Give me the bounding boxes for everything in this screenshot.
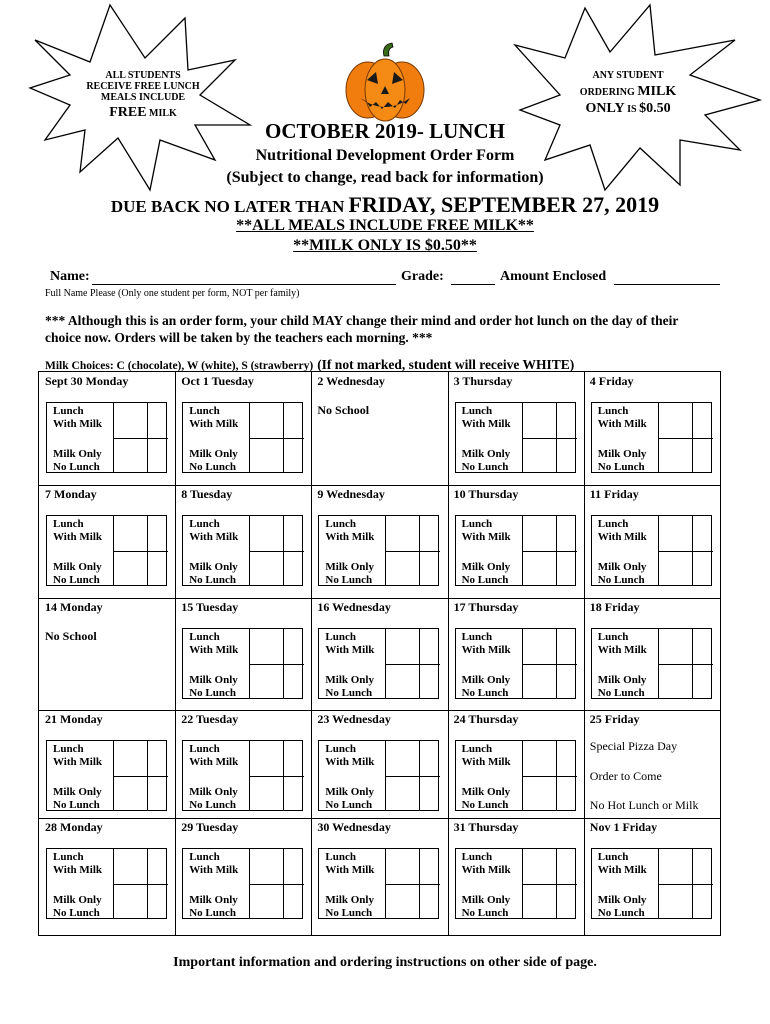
day-divider: [175, 710, 176, 818]
milk-only-label: [189, 894, 253, 920]
option-line: Lunch: [189, 405, 220, 417]
full-name-hint: Full Name Please (Only one student per form, NOT per family): [45, 288, 300, 299]
option-line: Milk Only: [189, 786, 238, 798]
option-line: Lunch: [189, 518, 220, 530]
right-burst-ordering: ORDERING: [579, 87, 635, 98]
option-line: Lunch: [325, 743, 356, 755]
option-line: With Milk: [461, 756, 511, 768]
meals-note: [0, 217, 770, 235]
option-line: No Lunch: [325, 907, 373, 919]
option-line: With Milk: [325, 531, 375, 543]
box-divider: [249, 776, 304, 777]
milk-only-label: [598, 674, 662, 700]
calendar-day-cell: [448, 485, 584, 598]
option-line: Lunch: [597, 631, 629, 643]
option-line: Milk Only: [597, 674, 647, 686]
lunch-with-milk-label: [189, 851, 253, 877]
milk-only-label: [325, 674, 389, 700]
milk-only-label: [325, 786, 389, 812]
lunch-with-milk-label: [462, 631, 526, 657]
milk-only-label: [462, 894, 526, 920]
calendar-day-cell: [39, 485, 175, 598]
option-line: No Lunch: [461, 461, 509, 473]
option-line: Lunch: [53, 743, 84, 755]
order-box[interactable]: [182, 628, 303, 699]
option-line: Milk Only: [461, 674, 511, 686]
calendar-week: [39, 485, 720, 598]
left-burst-line3: MEALS INCLUDE: [100, 92, 186, 103]
order-box[interactable]: [455, 402, 576, 473]
calendar-week: [39, 710, 720, 818]
lunch-with-milk-label: [189, 743, 253, 769]
day-divider: [584, 818, 585, 936]
day-divider: [311, 598, 312, 710]
milk-only-label: [53, 786, 117, 812]
name-label: Name:: [50, 269, 90, 284]
grade-label: Grade:: [401, 269, 444, 284]
milk-only-label: [189, 561, 253, 587]
day-header: 16 Wednesday: [317, 600, 391, 614]
milk-only-label: [325, 561, 389, 587]
left-burst-milk: MILK: [149, 108, 177, 119]
amount-field[interactable]: [614, 284, 720, 285]
day-divider: [584, 372, 585, 485]
lunch-with-milk-label: [462, 518, 526, 544]
subtitle: Nutritional Development Order Form: [255, 147, 515, 164]
option-line: Milk Only: [189, 561, 238, 573]
option-line: Lunch: [461, 518, 493, 530]
right-burst-only: ONLY: [585, 101, 625, 117]
day-divider: [448, 372, 449, 485]
option-line: Milk Only: [325, 674, 374, 686]
milk-only-label: [462, 561, 526, 587]
lunch-with-milk-label: [598, 518, 662, 544]
option-line: Lunch: [461, 743, 493, 755]
option-line: With Milk: [325, 864, 375, 876]
lunch-with-milk-label: [598, 405, 662, 431]
option-line: Milk Only: [325, 561, 374, 573]
day-header: 15 Tuesday: [181, 600, 239, 614]
option-line: With Milk: [53, 418, 103, 430]
option-line: No Lunch: [461, 687, 509, 699]
option-line: No Lunch: [189, 799, 236, 811]
calendar-day-cell: [448, 372, 584, 485]
order-box[interactable]: [318, 515, 439, 586]
calendar-day-cell: [584, 598, 720, 710]
lunch-with-milk-label: [189, 405, 253, 431]
option-line: Lunch: [461, 631, 493, 643]
calendar-day-cell: [311, 710, 447, 818]
lunch-with-milk-label: [462, 405, 526, 431]
day-header: 17 Thursday: [453, 600, 519, 614]
lunch-with-milk-label: [189, 631, 253, 657]
calendar-day-cell: [311, 818, 447, 936]
order-box[interactable]: [46, 515, 167, 586]
milk-only-label: [325, 894, 389, 920]
calendar-day-cell: [175, 485, 311, 598]
calendar-day-cell: [311, 485, 447, 598]
day-divider: [175, 818, 176, 936]
option-line: With Milk: [461, 644, 511, 656]
option-line: With Milk: [597, 864, 647, 876]
right-burst-line1: ANY STUDENT: [592, 70, 664, 81]
day-header: 24 Thursday: [453, 712, 519, 726]
option-line: With Milk: [325, 644, 375, 656]
lunch-with-milk-label: [462, 743, 526, 769]
order-box[interactable]: [46, 740, 167, 811]
box-divider: [113, 776, 168, 777]
milk-note-text: **MILK ONLY IS $0.50**: [293, 237, 477, 254]
option-line: No Lunch: [461, 574, 509, 586]
calendar-day-cell: [311, 372, 447, 485]
milk-only-label: [598, 561, 662, 587]
order-box[interactable]: [46, 848, 167, 919]
option-line: Milk Only: [325, 786, 374, 798]
day-divider: [584, 710, 585, 818]
left-starburst-text: [78, 70, 208, 120]
option-line: Milk Only: [189, 448, 238, 460]
lunch-with-milk-label: [325, 518, 389, 544]
due-date: FRIDAY, SEPTEMBER 27, 2019: [348, 192, 660, 217]
day-divider: [311, 485, 312, 598]
option-line: With Milk: [597, 644, 647, 656]
day-header: 9 Wednesday: [317, 487, 385, 501]
day-divider: [448, 598, 449, 710]
option-line: No Lunch: [53, 574, 100, 586]
day-divider: [175, 485, 176, 598]
day-header: 4 Friday: [589, 374, 634, 388]
order-box[interactable]: [591, 848, 712, 919]
option-line: Lunch: [325, 631, 356, 643]
option-line: With Milk: [189, 756, 239, 768]
right-burst-milk: MILK: [637, 84, 677, 99]
option-line: No Lunch: [461, 907, 509, 919]
option-line: With Milk: [189, 644, 239, 656]
option-line: Lunch: [461, 851, 493, 863]
milk-only-label: [598, 894, 662, 920]
lunch-with-milk-label: [325, 631, 389, 657]
option-line: No Lunch: [189, 574, 236, 586]
option-line: No Lunch: [597, 461, 645, 473]
option-line: No Lunch: [325, 687, 373, 699]
day-header: 28 Monday: [45, 820, 103, 834]
order-box[interactable]: [318, 848, 439, 919]
footer-note: Important information and ordering instructions on other side of page.: [173, 955, 597, 970]
option-line: No Lunch: [53, 799, 100, 811]
option-line: Lunch: [597, 851, 629, 863]
lunch-with-milk-label: [189, 518, 253, 544]
milk-only-label: [462, 674, 526, 700]
lunch-with-milk-label: [598, 851, 662, 877]
option-line: Milk Only: [53, 894, 102, 906]
day-header: 11 Friday: [589, 487, 639, 501]
milk-note: [0, 237, 770, 255]
order-box[interactable]: [591, 628, 712, 699]
milk-only-label: [189, 674, 253, 700]
day-divider: [175, 598, 176, 710]
day-header: 10 Thursday: [453, 487, 519, 501]
order-note: *** Although this is an order form, your child MAY change their mind and order hot lunch on the day of their choice now. Orders will be taken by the teachers each morning. ***: [45, 313, 679, 345]
calendar-day-cell: [39, 710, 175, 818]
box-divider: [113, 551, 168, 552]
calendar-day-cell: [584, 372, 720, 485]
lunch-with-milk-label: [53, 518, 117, 544]
order-box[interactable]: [455, 848, 576, 919]
right-burst-is: IS: [627, 104, 637, 116]
box-divider: [658, 664, 713, 665]
calendar-day-cell: [448, 818, 584, 936]
left-burst-free: FREE: [109, 105, 147, 120]
option-line: Lunch: [461, 405, 493, 417]
option-line: With Milk: [597, 531, 647, 543]
box-divider: [522, 438, 577, 439]
day-divider: [311, 818, 312, 936]
lunch-with-milk-label: [53, 405, 117, 431]
day-header: 18 Friday: [589, 600, 640, 614]
box-divider: [249, 438, 304, 439]
lunch-with-milk-label: [325, 851, 389, 877]
day-divider: [584, 598, 585, 710]
calendar-week: [39, 372, 720, 485]
option-line: With Milk: [53, 531, 103, 543]
pumpkin-icon: [340, 42, 430, 124]
amount-label: Amount Enclosed: [500, 269, 607, 284]
option-line: Milk Only: [597, 894, 647, 906]
order-box[interactable]: [591, 402, 712, 473]
day-header: 7 Monday: [45, 487, 97, 501]
option-line: With Milk: [461, 531, 511, 543]
calendar-day-cell: [584, 485, 720, 598]
day-header: Sept 30 Monday: [45, 374, 129, 388]
calendar-day-cell: [584, 710, 720, 818]
page-title: OCTOBER 2019- LUNCH: [265, 119, 505, 143]
option-line: With Milk: [461, 864, 511, 876]
pizza-day-note: No Hot Lunch or Milk: [589, 798, 699, 812]
milk-default-note: (If not marked, student will receive WHITE): [317, 357, 575, 372]
option-line: With Milk: [189, 864, 239, 876]
box-divider: [658, 438, 713, 439]
calendar-day-cell: [584, 818, 720, 936]
milk-only-label: [462, 448, 526, 474]
day-header: 14 Monday: [45, 600, 103, 614]
option-line: With Milk: [189, 418, 239, 430]
day-header: 8 Tuesday: [181, 487, 233, 501]
calendar-week: [39, 818, 720, 936]
day-divider: [311, 372, 312, 485]
order-box[interactable]: [318, 740, 439, 811]
option-line: Milk Only: [189, 674, 238, 686]
box-divider: [249, 664, 304, 665]
pizza-day-note: Special Pizza Day: [589, 739, 678, 753]
day-header: 25 Friday: [589, 712, 640, 726]
option-line: Milk Only: [597, 561, 647, 573]
day-header: Oct 1 Tuesday: [181, 374, 254, 388]
calendar-day-cell: [175, 710, 311, 818]
order-box[interactable]: [455, 628, 576, 699]
option-line: Milk Only: [461, 448, 511, 460]
lunch-with-milk-label: [53, 743, 117, 769]
option-line: Lunch: [325, 851, 356, 863]
day-divider: [311, 710, 312, 818]
day-divider: [175, 372, 176, 485]
day-header: 2 Wednesday: [317, 374, 385, 388]
day-divider: [448, 710, 449, 818]
day-header: 22 Tuesday: [181, 712, 239, 726]
calendar-week: [39, 598, 720, 710]
order-box[interactable]: [182, 402, 303, 473]
box-divider: [385, 884, 440, 885]
day-header: 30 Wednesday: [317, 820, 391, 834]
right-burst-price: $0.50: [639, 101, 671, 117]
order-box[interactable]: [46, 402, 167, 473]
option-line: No Lunch: [597, 574, 645, 586]
milk-choices: Milk Choices: C (chocolate), W (white), S (strawberry): [45, 360, 314, 372]
option-line: Milk Only: [325, 894, 374, 906]
calendar-day-cell: [448, 710, 584, 818]
milk-only-label: [189, 448, 253, 474]
milk-only-label: [598, 448, 662, 474]
right-starburst-text: [568, 70, 688, 117]
due-prefix: DUE BACK NO LATER THAN: [110, 197, 345, 216]
option-line: With Milk: [53, 864, 103, 876]
option-line: With Milk: [325, 756, 375, 768]
option-line: Lunch: [53, 405, 84, 417]
calendar-day-cell: [311, 598, 447, 710]
lunch-with-milk-label: [325, 743, 389, 769]
day-divider: [448, 818, 449, 936]
option-line: No Lunch: [53, 461, 100, 473]
calendar-day-cell: [175, 598, 311, 710]
order-box[interactable]: [318, 628, 439, 699]
option-line: No Lunch: [461, 799, 509, 811]
day-header: 21 Monday: [45, 712, 103, 726]
order-box[interactable]: [182, 515, 303, 586]
order-box[interactable]: [455, 515, 576, 586]
name-field[interactable]: [92, 284, 396, 285]
option-line: No Lunch: [189, 907, 236, 919]
day-divider: [448, 485, 449, 598]
option-line: Milk Only: [461, 786, 511, 798]
lunch-with-milk-label: [53, 851, 117, 877]
option-line: With Milk: [53, 756, 103, 768]
order-box[interactable]: [182, 848, 303, 919]
no-school-note: No School: [45, 629, 97, 643]
day-header: Nov 1 Friday: [589, 820, 658, 834]
left-burst-line2: RECEIVE FREE LUNCH: [86, 81, 200, 92]
box-divider: [522, 664, 577, 665]
pizza-day-note: Order to Come: [589, 769, 662, 783]
option-line: With Milk: [461, 418, 511, 430]
option-line: Lunch: [53, 518, 84, 530]
lunch-with-milk-label: [598, 631, 662, 657]
day-divider: [584, 485, 585, 598]
box-divider: [522, 551, 577, 552]
box-divider: [249, 884, 304, 885]
option-line: Milk Only: [461, 561, 511, 573]
box-divider: [249, 551, 304, 552]
subtitle-note: (Subject to change, read back for information): [226, 169, 544, 186]
option-line: No Lunch: [325, 799, 373, 811]
box-divider: [385, 664, 440, 665]
option-line: No Lunch: [53, 907, 100, 919]
option-line: No Lunch: [189, 461, 236, 473]
calendar-grid: [38, 371, 721, 936]
day-header: 23 Wednesday: [317, 712, 391, 726]
box-divider: [385, 551, 440, 552]
no-school-note: No School: [317, 403, 370, 417]
milk-only-label: [53, 448, 117, 474]
box-divider: [522, 776, 577, 777]
day-header: 3 Thursday: [453, 374, 513, 388]
calendar-day-cell: [175, 372, 311, 485]
option-line: Milk Only: [597, 448, 647, 460]
calendar-day-cell: [39, 372, 175, 485]
option-line: Lunch: [189, 743, 220, 755]
option-line: Lunch: [597, 518, 629, 530]
order-box[interactable]: [455, 740, 576, 811]
option-line: With Milk: [597, 418, 647, 430]
left-burst-line1: ALL STUDENTS: [105, 70, 181, 81]
milk-only-label: [53, 561, 117, 587]
milk-only-label: [53, 894, 117, 920]
day-header: 29 Tuesday: [181, 820, 239, 834]
option-line: Milk Only: [461, 894, 511, 906]
option-line: Milk Only: [53, 561, 102, 573]
option-line: With Milk: [189, 531, 239, 543]
calendar-day-cell: [175, 818, 311, 936]
option-line: No Lunch: [597, 687, 645, 699]
option-line: Lunch: [189, 631, 220, 643]
option-line: Lunch: [597, 405, 629, 417]
box-divider: [658, 884, 713, 885]
option-line: Milk Only: [53, 448, 102, 460]
box-divider: [522, 884, 577, 885]
option-line: Milk Only: [189, 894, 238, 906]
calendar-day-cell: [448, 598, 584, 710]
milk-only-label: [189, 786, 253, 812]
box-divider: [113, 884, 168, 885]
grade-field[interactable]: [451, 284, 495, 285]
calendar-day-cell: [39, 818, 175, 936]
option-line: Milk Only: [53, 786, 102, 798]
order-box[interactable]: [182, 740, 303, 811]
option-line: No Lunch: [325, 574, 373, 586]
option-line: Lunch: [325, 518, 356, 530]
milk-only-label: [462, 786, 526, 812]
order-box[interactable]: [591, 515, 712, 586]
due-date-line: [0, 192, 770, 218]
option-line: Lunch: [189, 851, 220, 863]
option-line: Lunch: [53, 851, 84, 863]
box-divider: [658, 551, 713, 552]
box-divider: [113, 438, 168, 439]
lunch-with-milk-label: [462, 851, 526, 877]
option-line: No Lunch: [189, 687, 236, 699]
calendar-day-cell: [39, 598, 175, 710]
meals-note-text: **ALL MEALS INCLUDE FREE MILK**: [236, 217, 534, 234]
day-header: 31 Thursday: [453, 820, 519, 834]
box-divider: [385, 776, 440, 777]
option-line: No Lunch: [597, 907, 645, 919]
